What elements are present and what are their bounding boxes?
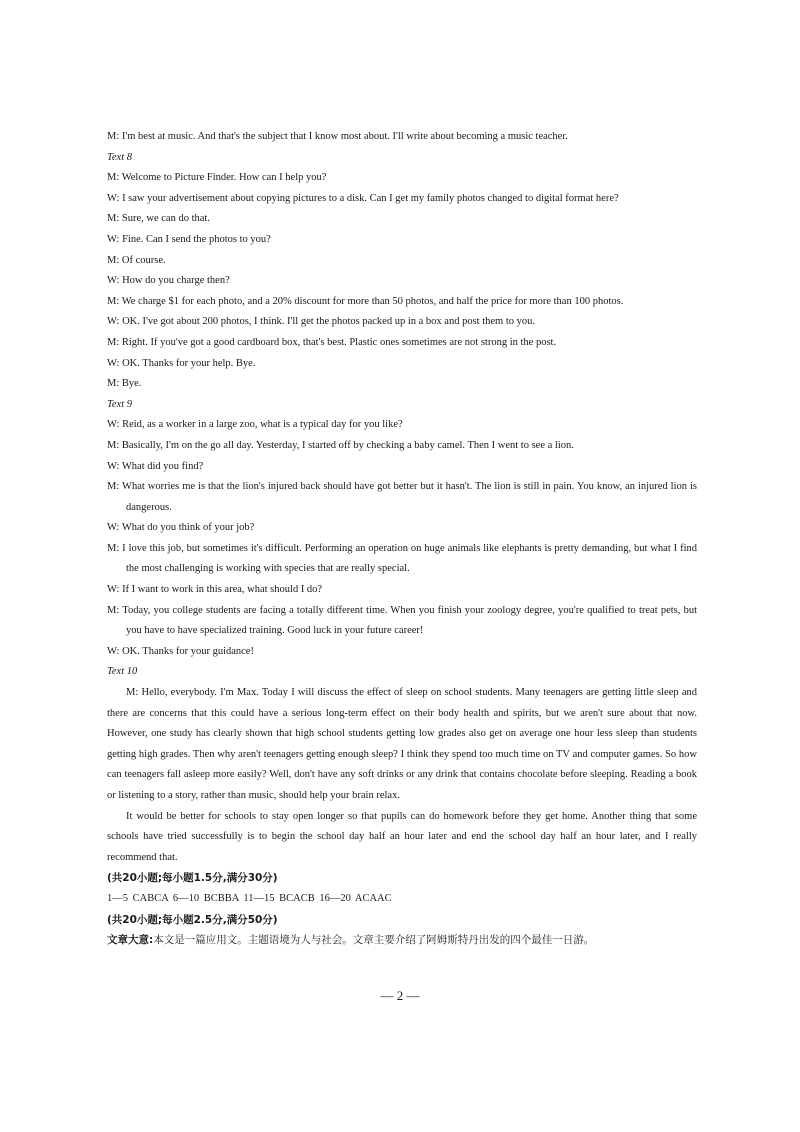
dialogue-line: M: I love this job, but sometimes it's difficult. Performing an operation on huge animals like elephants is pretty demanding, but what I find the most challenging is working with species that are really special. <box>107 542 697 575</box>
page-number: — 2 — <box>380 988 420 1003</box>
dialogue-line: W: OK. Thanks for your help. Bye. <box>107 357 256 369</box>
dialogue-line: W: If I want to work in this area, what should I do? <box>107 584 323 596</box>
answer-key-line: 1—5 CABCA 6—10 BCBBA 11—15 BCACB 16—20 ACAAC <box>107 892 392 904</box>
monologue-paragraph: M: Hello, everybody. I'm Max. Today I will discuss the effect of sleep on school students. Many teenagers are getting little sleep and there are concerns that this could have a serious long-term effect on their body health and spirits, but we aren't sure about that now. However, one study has clearly shown that high school students getting low grades also get on average one hour less sleep than students getting high grades. Then why aren't teenagers getting enough sleep? I think they spend too much time on TV and computer games. So how can teenagers fall asleep more easily? Well, don't have any soft drinks or any drink that contains chocolate before sleeping. Reading a book or listening to a story, rather than music, should help your brain relax. <box>107 687 697 801</box>
dialogue-line: M: What worries me is that the lion's injured back should have got better but it hasn't. The lion is still in pain. You know, an injured lion is dangerous. <box>107 481 697 513</box>
dialogue-line: M: Bye. <box>107 378 142 390</box>
dialogue-line: M: Basically, I'm on the go all day. Yesterday, I started off by checking a baby camel. Then I went to see a lion. <box>107 439 574 451</box>
dialogue-line: W: What do you think of your job? <box>107 522 255 534</box>
dialogue-line: W: Fine. Can I send the photos to you? <box>107 233 271 245</box>
summary-line <box>107 930 697 951</box>
monologue-paragraph: It would be better for schools to stay open longer so that pupils can do homework before they get home. Another thing that some schools have tried successfully is to begin the school day half an hour later and end the school day half an hour later, and I really recommend that. <box>107 810 697 863</box>
dialogue-line: W: OK. Thanks for your guidance! <box>107 645 254 657</box>
summary-text: 本文是一篇应用文。主题语境为人与社会。文章主要介绍了阿姆斯特丹出发的四个最佳一日游。 <box>153 934 595 947</box>
section-heading-text-9: Text 9 <box>107 398 132 410</box>
section-heading-text-8: Text 8 <box>107 151 132 163</box>
dialogue-line: M: We charge $1 for each photo, and a 20% discount for more than 50 photos, and half the price for more than 100 photos. <box>107 295 624 307</box>
dialogue-line: M: Right. If you've got a good cardboard box, that's best. Plastic ones sometimes are not strong in the post. <box>107 336 557 348</box>
dialogue-line: W: I saw your advertisement about copying pictures to a disk. Can I get my family photos changed to digital format here? <box>107 192 619 204</box>
dialogue-line: W: What did you find? <box>107 460 204 472</box>
section-instruction: (共20小题;每小题1.5分,满分30分) <box>107 872 278 885</box>
dialogue-line: M: Sure, we can do that. <box>107 213 210 225</box>
summary-label: 文章大意: <box>107 934 154 947</box>
document-body <box>107 127 697 951</box>
dialogue-line: W: OK. I've got about 200 photos, I think. I'll get the photos packed up in a box and post them to you. <box>107 316 535 328</box>
dialogue-line: M: Welcome to Picture Finder. How can I help you? <box>107 172 327 184</box>
dialogue-line: M: I'm best at music. And that's the subject that I know most about. I'll write about becoming a music teacher. <box>107 131 568 142</box>
section-heading-text-10: Text 10 <box>107 666 138 678</box>
section-instruction: (共20小题;每小题2.5分,满分50分) <box>107 913 278 926</box>
dialogue-line: M: Today, you college students are facing a totally different time. When you finish your zoology degree, you're qualified to treat pets, but you have to have specialized training. Good luck in your future career! <box>107 604 697 637</box>
dialogue-line: M: Of course. <box>107 254 166 266</box>
dialogue-line: W: How do you charge then? <box>107 275 230 287</box>
dialogue-line: W: Reid, as a worker in a large zoo, what is a typical day for you like? <box>107 419 403 431</box>
